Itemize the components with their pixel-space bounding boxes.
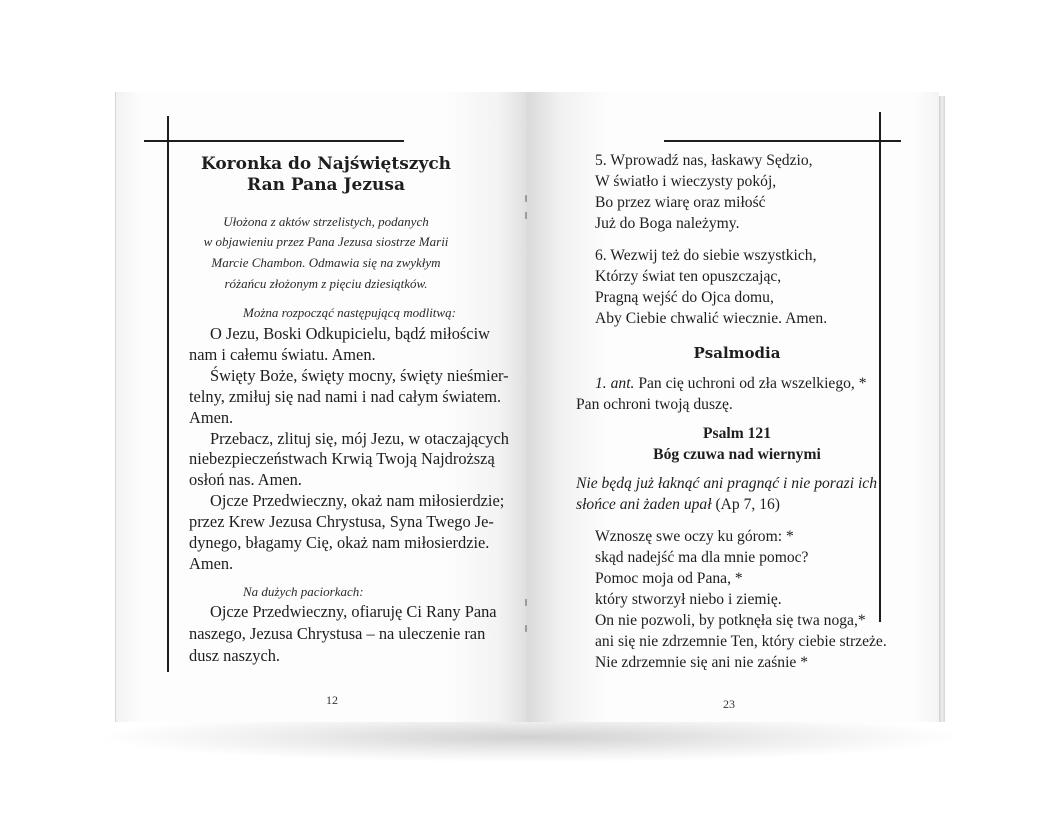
page-number: 23 [723, 697, 735, 711]
psalm-line: Nie zdrzemnie się ani nie zaśnie * [595, 654, 809, 671]
prayer-line: Święty Boże, święty mocny, święty nieśmier- [210, 366, 509, 385]
hymn-line: 5. Wprowadź nas, łaskawy Sędzio, [595, 152, 813, 169]
top-rule-right [664, 140, 901, 142]
intro-line: Ułożona z aktów strzelistych, podanych [223, 214, 429, 229]
intro-line: w objawieniu przez Pana Jezusa siostrze Marii [203, 234, 449, 249]
beads-prayer-line: naszego, Jezusa Chrystusa – na uleczenie ran [189, 624, 486, 643]
prayer-line: osłoń nas. Amen. [189, 470, 302, 489]
hymn-line: Bo przez wiarę oraz miłość [595, 194, 766, 211]
prayer-line: O Jezu, Boski Odkupicielu, bądź miłościw [210, 324, 490, 343]
prayer-line: Ojcze Przedwieczny, okaż nam miłosierdzie; [210, 491, 505, 510]
right-page [527, 92, 939, 722]
psalm-line: Pomoc moja od Pana, * [595, 570, 743, 587]
left-page [115, 92, 528, 722]
epigraph-line1: Nie będą już łaknąć ani pragnąć i nie porazi ich [576, 475, 878, 492]
epigraph-line2 [576, 496, 876, 514]
page-title-line2: Ran Pana Jezusa [247, 175, 405, 195]
prayer-line: nam i całemu światu. Amen. [189, 345, 376, 364]
psalm-line: skąd nadejść ma dla mnie pomoc? [595, 549, 809, 566]
antiphon-text: Pan cię uchroni od zła wszelkiego, * [634, 375, 867, 392]
prayer-line: niebezpieczeństwach Krwią Twoją Najdroższą [189, 449, 495, 468]
page-title-line1: Koronka do Najświętszych [200, 154, 452, 174]
intro-line: różańcu złożonym z pięciu dziesiątków. [224, 276, 428, 291]
top-rule-left [144, 140, 404, 142]
hymn-line: 6. Wezwij też do siebie wszystkich, [595, 247, 817, 264]
hymn-line: Pragną wejść do Ojca domu, [595, 289, 774, 306]
prayer-line: Amen. [189, 554, 234, 573]
hymn-line: Już do Boga należymy. [595, 215, 740, 232]
large-beads-note: Na dużych paciorkach: [243, 584, 364, 599]
page-number: 12 [326, 693, 338, 707]
antiphon-line1 [595, 375, 895, 393]
margin-rule-left [167, 116, 169, 672]
psalm-line: On nie pozwoli, by potknęła się twa noga,* [595, 612, 866, 629]
psalm-title: Bóg czuwa nad wiernymi [653, 446, 821, 463]
start-note: Można rozpocząć następującą modlitwą: [243, 305, 456, 320]
psalm-line: ani się nie zdrzemnie Ten, który ciebie strzeże. [595, 633, 887, 650]
page-edge [939, 96, 945, 722]
prayer-line: przez Krew Jezusa Chrystusa, Syna Twego Je- [189, 512, 494, 531]
prayer-line: Przebacz, zlituj się, mój Jezu, w otaczających [210, 429, 509, 448]
hymn-line: Aby Ciebie chwalić wiecznie. Amen. [595, 310, 828, 327]
intro-line: Marcie Chambon. Odmawia się na zwykłym [211, 255, 441, 270]
prayer-line: dynego, błagamy Cię, okaż nam miłosierdzie. [189, 533, 490, 552]
epigraph-ref: (Ap 7, 16) [711, 496, 780, 513]
antiphon-label: 1. ant. [595, 375, 635, 392]
prayer-line: Amen. [189, 408, 234, 427]
epigraph-text: słońce ani żaden upał [576, 496, 712, 513]
beads-prayer-line: dusz naszych. [189, 646, 281, 665]
hymn-line: Którzy świat ten opuszczając, [595, 268, 782, 285]
hymn-line: W światło i wieczysty pokój, [595, 173, 777, 190]
psalm-number: Psalm 121 [702, 425, 771, 442]
psalm-line: który stworzył niebo i ziemię. [595, 591, 782, 608]
section-title: Psalmodia [693, 344, 781, 362]
psalm-line: Wznoszę swe oczy ku górom: * [595, 528, 794, 545]
prayer-line: telny, zmiłuj się nad nami i nad całym światem. [189, 387, 502, 406]
antiphon-line2: Pan ochroni twoją duszę. [576, 396, 733, 413]
beads-prayer-line: Ojcze Przedwieczny, ofiaruję Ci Rany Pana [210, 602, 497, 621]
